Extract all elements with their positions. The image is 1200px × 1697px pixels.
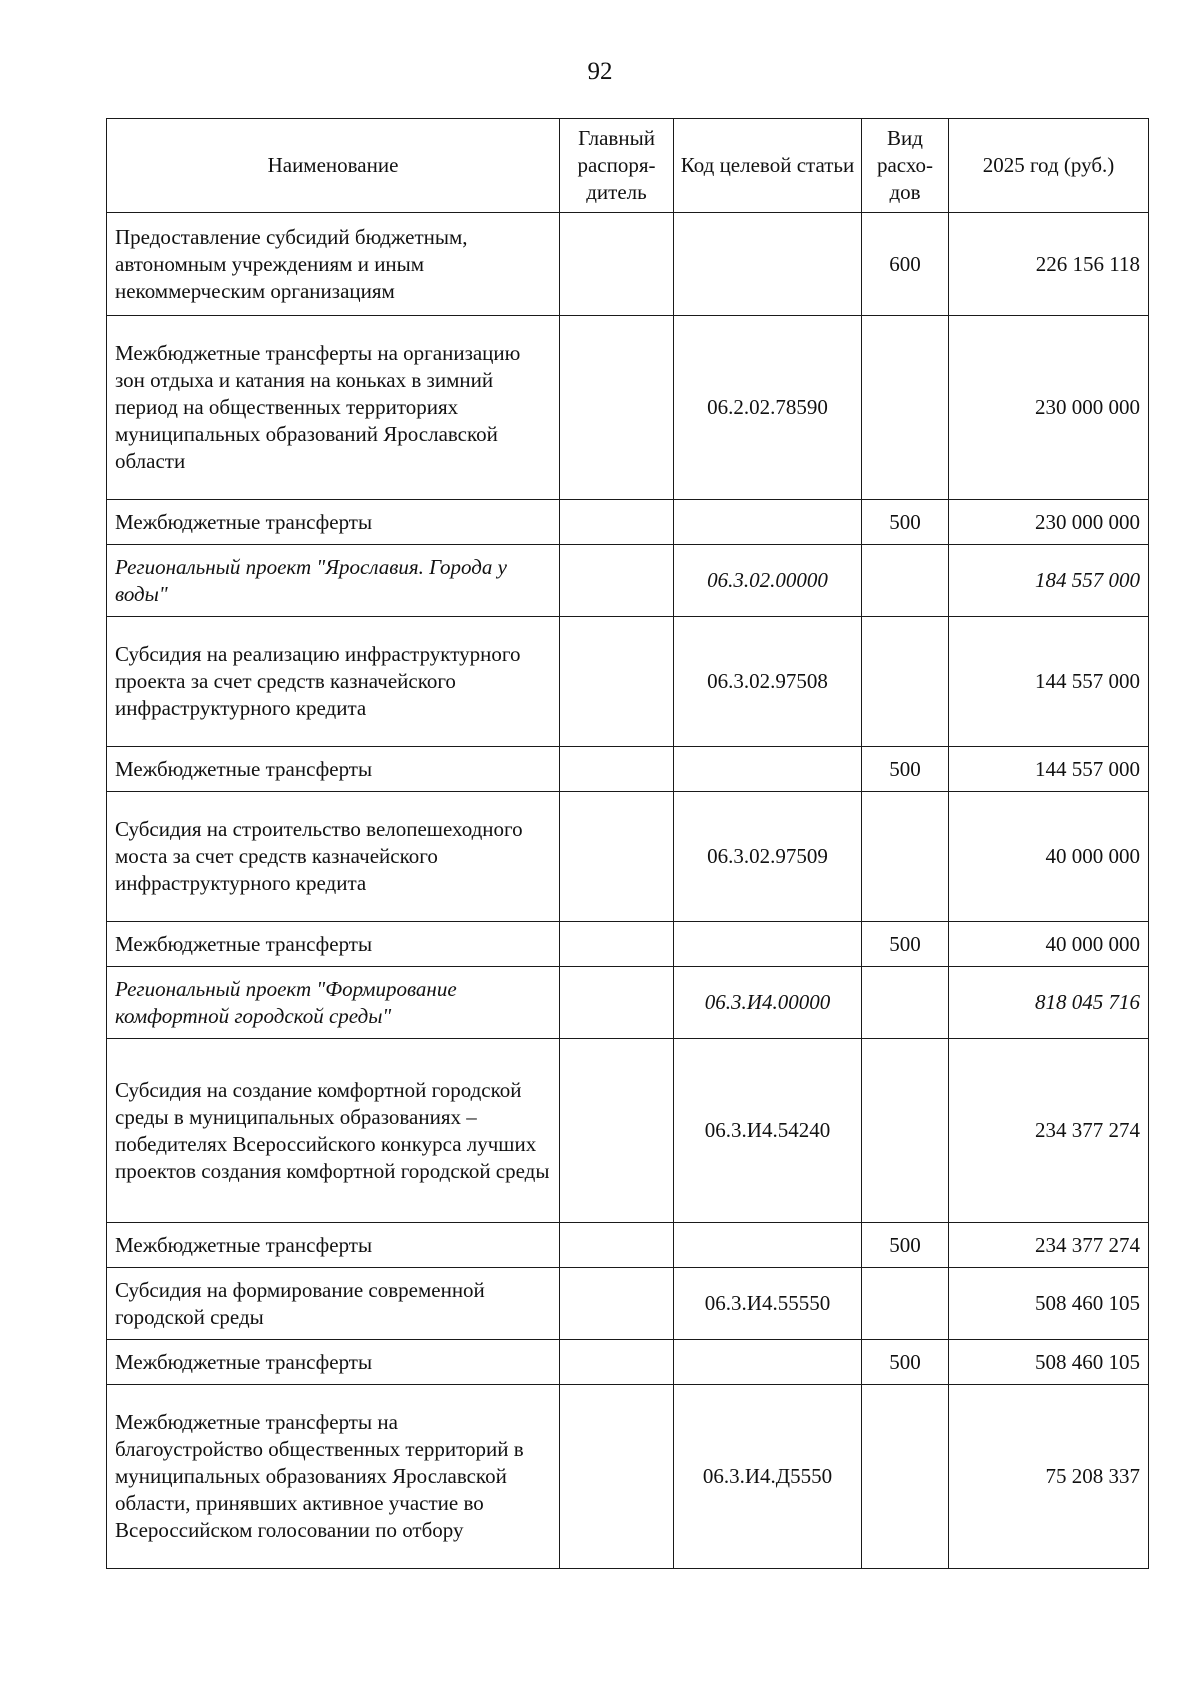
cell-amount: 508 460 105 — [949, 1268, 1149, 1340]
cell-code — [674, 1223, 862, 1268]
cell-name: Межбюджетные трансферты — [107, 1340, 560, 1385]
header-code: Код целевой статьи — [674, 119, 862, 213]
table-row — [107, 1340, 1149, 1385]
cell-code: 06.3.02.97509 — [674, 792, 862, 922]
cell-code: 06.3.И4.Д5550 — [674, 1385, 862, 1569]
cell-manager — [560, 1385, 674, 1569]
cell-manager — [560, 213, 674, 316]
cell-amount: 226 156 118 — [949, 213, 1149, 316]
cell-name: Предоставление субсидий бюджетным, автономным учреждениям и иным некоммерческим организациям — [107, 213, 560, 316]
cell-kind: 500 — [862, 922, 949, 967]
cell-manager — [560, 617, 674, 747]
table-row — [107, 316, 1149, 500]
table-row — [107, 922, 1149, 967]
cell-kind: 500 — [862, 747, 949, 792]
table-body — [107, 213, 1149, 1569]
cell-kind: 600 — [862, 213, 949, 316]
cell-code: 06.3.И4.00000 — [674, 967, 862, 1039]
cell-manager — [560, 792, 674, 922]
cell-kind — [862, 617, 949, 747]
cell-amount: 230 000 000 — [949, 316, 1149, 500]
cell-amount: 184 557 000 — [949, 545, 1149, 617]
page-number: 92 — [587, 58, 613, 85]
cell-kind — [862, 967, 949, 1039]
cell-amount: 75 208 337 — [949, 1385, 1149, 1569]
table-row — [107, 500, 1149, 545]
cell-amount: 234 377 274 — [949, 1223, 1149, 1268]
cell-manager — [560, 545, 674, 617]
cell-name: Региональный проект "Формирование комфортной городской среды" — [107, 967, 560, 1039]
cell-name: Субсидия на реализацию инфраструктурного проекта за счет средств казначейского инфраструктурного кредита — [107, 617, 560, 747]
cell-amount: 144 557 000 — [949, 617, 1149, 747]
cell-code: 06.2.02.78590 — [674, 316, 862, 500]
cell-code — [674, 1340, 862, 1385]
cell-manager — [560, 500, 674, 545]
cell-manager — [560, 1268, 674, 1340]
table-row — [107, 1268, 1149, 1340]
budget-table — [106, 118, 1149, 1569]
cell-name: Межбюджетные трансферты на благоустройство общественных территорий в муниципальных образованиях Ярославской области, принявших активное участие во Всероссийском голосовании по отбору — [107, 1385, 560, 1569]
cell-manager — [560, 967, 674, 1039]
cell-code: 06.3.02.00000 — [674, 545, 862, 617]
table-row — [107, 792, 1149, 922]
cell-manager — [560, 1223, 674, 1268]
cell-manager — [560, 316, 674, 500]
table-row — [107, 617, 1149, 747]
cell-code — [674, 213, 862, 316]
cell-kind — [862, 792, 949, 922]
cell-kind: 500 — [862, 1223, 949, 1268]
table-header-row — [107, 119, 1149, 213]
cell-name: Межбюджетные трансферты на организацию зон отдыха и катания на коньках в зимний период на общественных территориях муниципальных образований Ярославской области — [107, 316, 560, 500]
cell-name: Региональный проект "Ярославия. Города у воды" — [107, 545, 560, 617]
cell-manager — [560, 1340, 674, 1385]
table-row — [107, 545, 1149, 617]
cell-name: Межбюджетные трансферты — [107, 922, 560, 967]
header-kind: Вид расхо-дов — [862, 119, 949, 213]
cell-amount: 818 045 716 — [949, 967, 1149, 1039]
cell-manager — [560, 747, 674, 792]
table-row — [107, 747, 1149, 792]
cell-kind — [862, 1039, 949, 1223]
cell-name: Субсидия на строительство велопешеходного моста за счет средств казначейского инфраструктурного кредита — [107, 792, 560, 922]
cell-code — [674, 922, 862, 967]
cell-kind: 500 — [862, 500, 949, 545]
cell-code — [674, 747, 862, 792]
cell-code: 06.3.02.97508 — [674, 617, 862, 747]
header-amount: 2025 год (руб.) — [949, 119, 1149, 213]
table-row — [107, 1385, 1149, 1569]
table-row — [107, 1039, 1149, 1223]
cell-amount: 234 377 274 — [949, 1039, 1149, 1223]
cell-name: Межбюджетные трансферты — [107, 500, 560, 545]
cell-kind: 500 — [862, 1340, 949, 1385]
cell-amount: 40 000 000 — [949, 792, 1149, 922]
table-row — [107, 967, 1149, 1039]
cell-name: Межбюджетные трансферты — [107, 1223, 560, 1268]
cell-amount: 144 557 000 — [949, 747, 1149, 792]
header-name: Наименование — [107, 119, 560, 213]
cell-kind — [862, 1385, 949, 1569]
cell-amount: 230 000 000 — [949, 500, 1149, 545]
table-row — [107, 213, 1149, 316]
cell-manager — [560, 1039, 674, 1223]
cell-kind — [862, 1268, 949, 1340]
cell-kind — [862, 545, 949, 617]
cell-amount: 40 000 000 — [949, 922, 1149, 967]
cell-name: Субсидия на создание комфортной городской среды в муниципальных образованиях – победителях Всероссийского конкурса лучших проектов создания комфортной городской среды — [107, 1039, 560, 1223]
header-manager: Главный распоря-дитель — [560, 119, 674, 213]
cell-code: 06.3.И4.55550 — [674, 1268, 862, 1340]
cell-amount: 508 460 105 — [949, 1340, 1149, 1385]
cell-kind — [862, 316, 949, 500]
cell-code — [674, 500, 862, 545]
cell-code: 06.3.И4.54240 — [674, 1039, 862, 1223]
cell-name: Межбюджетные трансферты — [107, 747, 560, 792]
cell-manager — [560, 922, 674, 967]
cell-name: Субсидия на формирование современной городской среды — [107, 1268, 560, 1340]
table-row — [107, 1223, 1149, 1268]
